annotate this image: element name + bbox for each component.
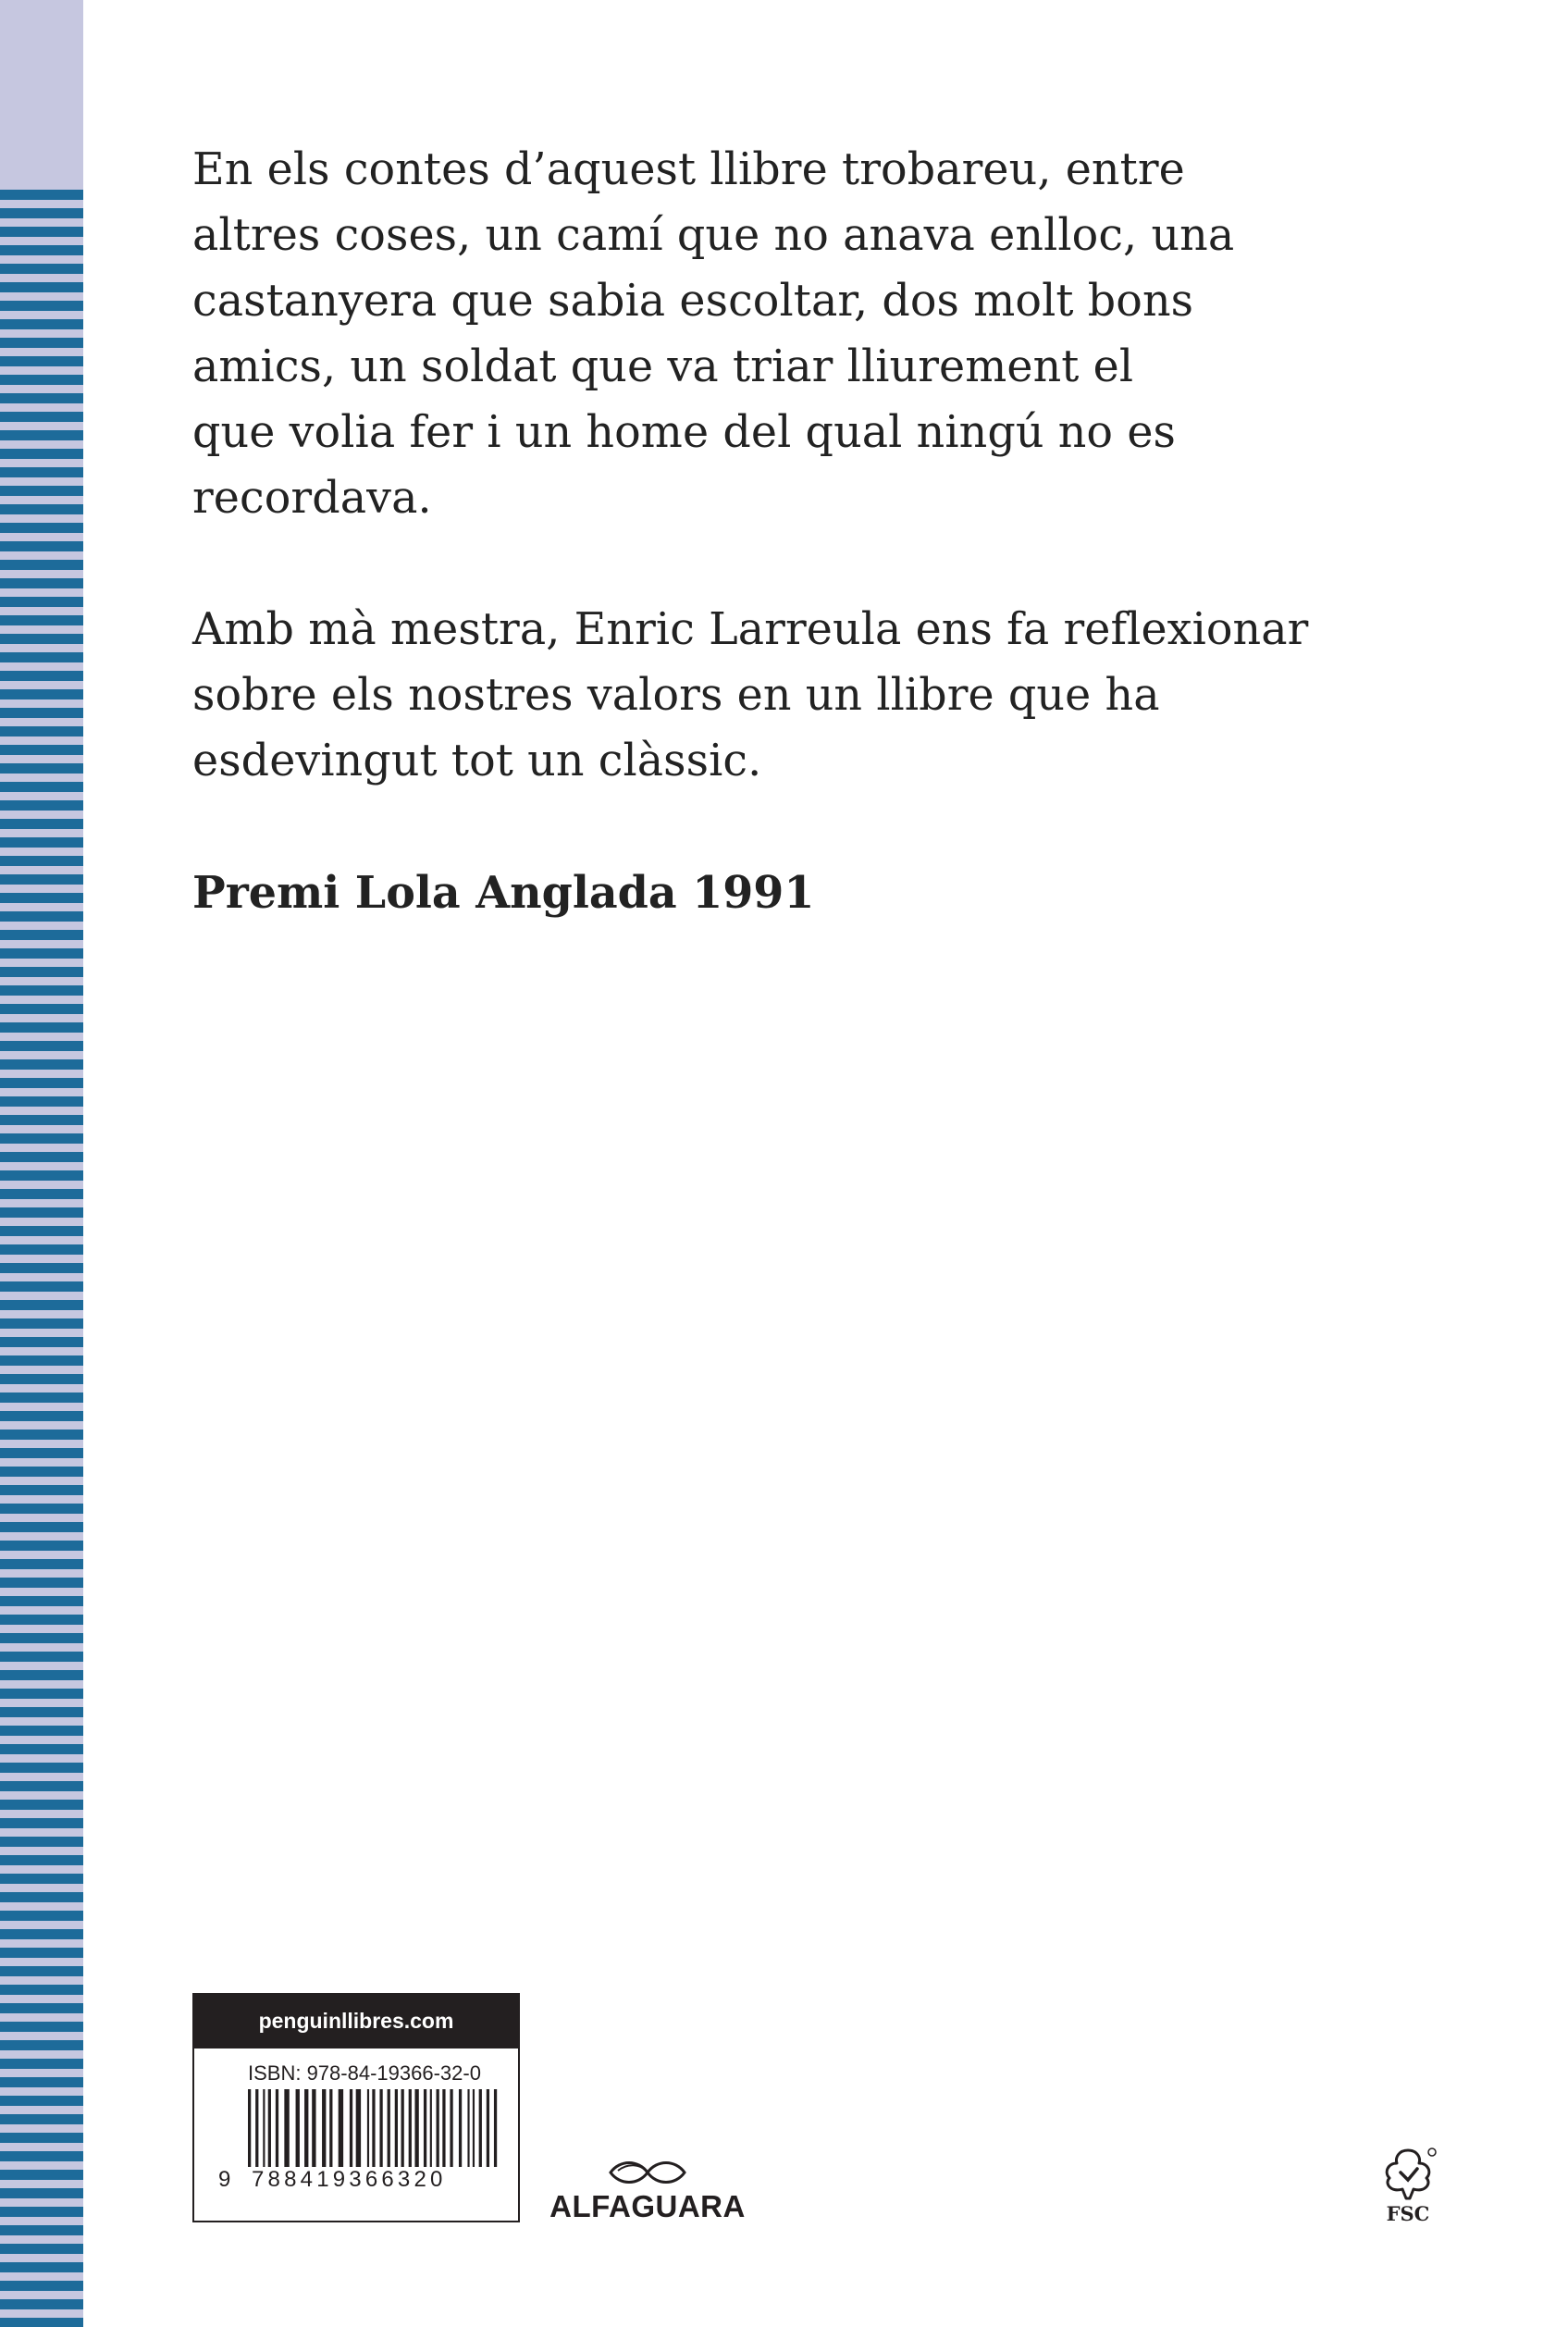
barcode-bar [255,2089,258,2167]
fsc-label: FSC [1386,2202,1430,2225]
isbn-barcode-box [192,2049,520,2222]
barcode-bar [268,2089,271,2167]
barcode-bar [379,2089,382,2167]
barcode-bar [312,2089,315,2167]
barcode-bar [339,2089,343,2167]
barcode-bars-icon [248,2089,498,2167]
blurb-line: castanyera que sabia escoltar, dos molt bons [192,276,1194,327]
barcode-bar [304,2089,308,2167]
barcode-bar [322,2089,326,2167]
publisher-name: ALFAGUARA [549,2189,746,2223]
barcode-bar [296,2089,300,2167]
barcode-bar [467,2089,469,2167]
barcode-bar [276,2089,278,2167]
barcode-bar [414,2089,418,2167]
barcode-bar [479,2089,482,2167]
blurb-line: sobre els nostres valors en un llibre que ha [192,670,1160,721]
barcode-bar [437,2089,439,2167]
barcode-bar [395,2089,398,2167]
blurb-line: Amb mà mestra, Enric Larreula ens fa reflexionar [192,604,1309,655]
barcode-bar [409,2089,412,2167]
blurb-paragraph-2 [192,597,1395,794]
website-label: penguinllibres.com [192,1993,520,2049]
fsc-tree-icon [1371,2145,1445,2202]
barcode-bar [424,2089,426,2167]
barcode-bar [284,2089,289,2167]
barcode-bar [442,2089,445,2167]
blurb-line: altres coses, un camí que no anava enlloc, una [192,210,1235,261]
barcode-bar [430,2089,432,2167]
blurb-line: esdevingut tot un clàssic. [192,736,762,786]
barcode-bar [350,2089,352,2167]
back-cover-blurb [192,137,1395,794]
barcode-bar [450,2089,452,2167]
barcode-bar [356,2089,361,2167]
blurb-paragraph-1 [192,137,1395,531]
barcode-bar [263,2089,265,2167]
blurb-line: recordava. [192,473,432,524]
fsc-certification [1371,2145,1445,2228]
blurb-line: amics, un soldat que va triar lliurement el [192,341,1134,392]
barcode-first-digit: 9 [218,2167,231,2192]
barcode-bar [372,2089,375,2167]
barcode-bar [367,2089,369,2167]
barcode-bar [473,2089,475,2167]
barcode-digits: 788419366320 [252,2167,447,2192]
barcode-bar [401,2089,404,2167]
publisher-logo [546,2156,749,2230]
isbn-number: ISBN: 978-84-19366-32-0 [248,2061,481,2085]
barcode-bar [329,2089,332,2167]
alfaguara-logo-icon [546,2156,749,2193]
blurb-line: En els contes d’aquest llibre trobareu, entre [192,144,1185,195]
barcode-bar [388,2089,390,2167]
blurb-line: que volia fer i un home del qual ningú no es [192,407,1177,458]
barcode-bar [494,2089,497,2167]
decorative-stripe-band [0,0,83,2327]
barcode-bar [487,2089,489,2167]
barcode-bar [459,2089,462,2167]
award-line: Premi Lola Anglada 1991 [192,867,815,919]
barcode-bar [248,2089,251,2167]
